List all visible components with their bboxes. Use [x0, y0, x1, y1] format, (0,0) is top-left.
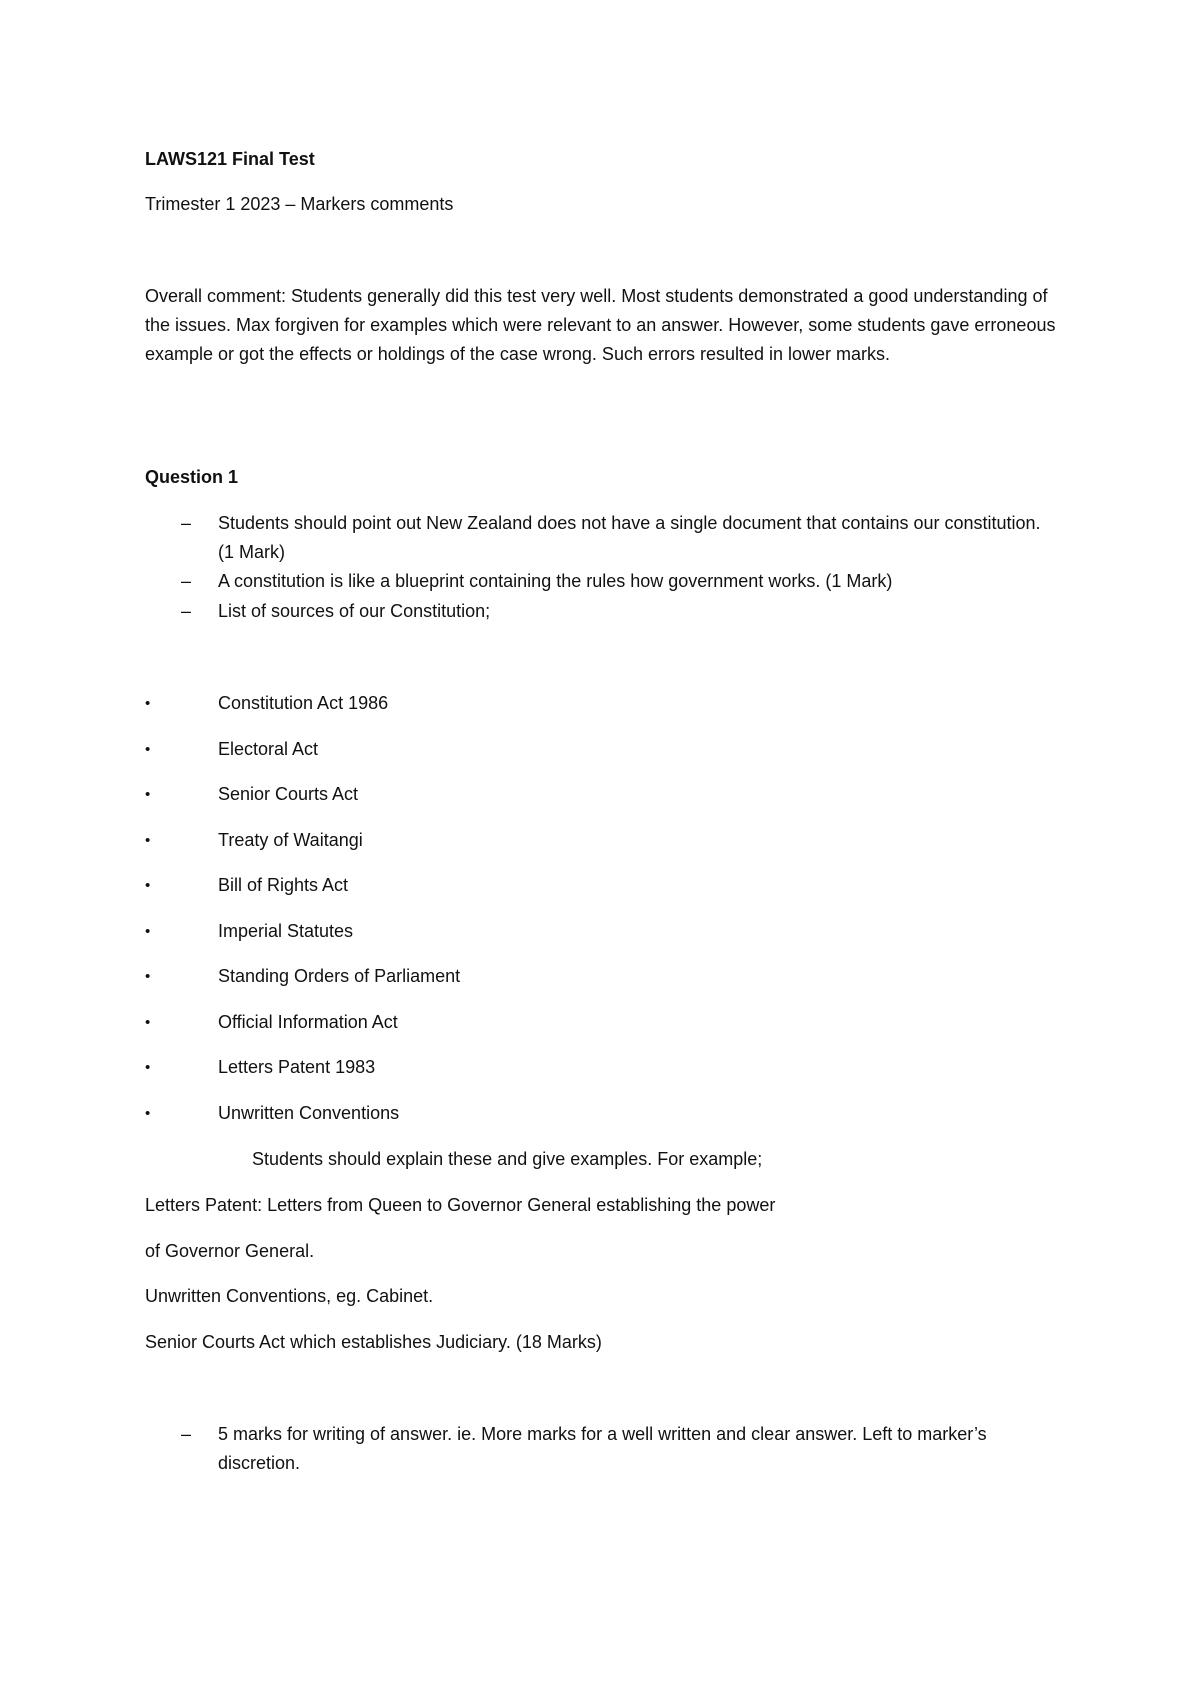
example-line: of Governor General. — [145, 1241, 315, 1261]
dash-point-text: Students should point out New Zealand does not have a single document that contains our constitution. (1 Mark) — [218, 513, 1041, 562]
bullet-marker: • — [145, 741, 151, 758]
source-label: Letters Patent 1983 — [218, 1057, 376, 1077]
example-line: Senior Courts Act which establishes Judiciary. (18 Marks) — [145, 1332, 602, 1352]
dash-point-text: A constitution is like a blueprint containing the rules how government works. (1 Mark) — [218, 571, 893, 591]
bullet-marker: • — [145, 1105, 151, 1122]
document-title: LAWS121 Final Test — [145, 149, 315, 169]
example-line: Letters Patent: Letters from Queen to Governor General establishing the power — [145, 1195, 776, 1215]
dash-point-text: List of sources of our Constitution; — [218, 601, 491, 621]
source-label: Treaty of Waitangi — [218, 830, 363, 850]
document-subtitle: Trimester 1 2023 – Markers comments — [145, 194, 454, 214]
source-label: Unwritten Conventions — [218, 1103, 400, 1123]
question-1-heading: Question 1 — [145, 467, 239, 487]
bullet-marker: • — [145, 923, 151, 940]
source-label: Senior Courts Act — [218, 784, 359, 804]
source-label: Standing Orders of Parliament — [218, 966, 461, 986]
dash-marker: – — [181, 1424, 192, 1444]
dash-marker: – — [181, 513, 192, 533]
source-label: Bill of Rights Act — [218, 875, 349, 895]
example-line: Unwritten Conventions, eg. Cabinet. — [145, 1286, 434, 1306]
bullet-marker: • — [145, 1059, 151, 1076]
bullet-marker: • — [145, 786, 151, 803]
bullet-marker: • — [145, 877, 151, 894]
source-label: Imperial Statutes — [218, 921, 354, 941]
bullet-marker: • — [145, 695, 151, 712]
bullet-marker: • — [145, 1014, 151, 1031]
explain-note: Students should explain these and give examples. For example; — [252, 1149, 763, 1169]
source-label: Official Information Act — [218, 1012, 398, 1032]
source-label: Constitution Act 1986 — [218, 693, 389, 713]
bullet-marker: • — [145, 968, 151, 985]
overall-comment: Overall comment: Students generally did this test very well. Most students demonstrated a good understanding of the issues. Max forgiven for examples which were relevant to an answer. However, some students gave erroneous example or got the effects or holdings of the case wrong. Such errors resulted in lower marks. — [145, 286, 1056, 364]
dash-point-text: 5 marks for writing of answer. ie. More marks for a well written and clear answer. Left to marker’s discretion. — [218, 1424, 987, 1473]
dash-marker: – — [181, 571, 192, 591]
dash-marker: – — [181, 601, 192, 621]
source-label: Electoral Act — [218, 739, 319, 759]
bullet-marker: • — [145, 832, 151, 849]
